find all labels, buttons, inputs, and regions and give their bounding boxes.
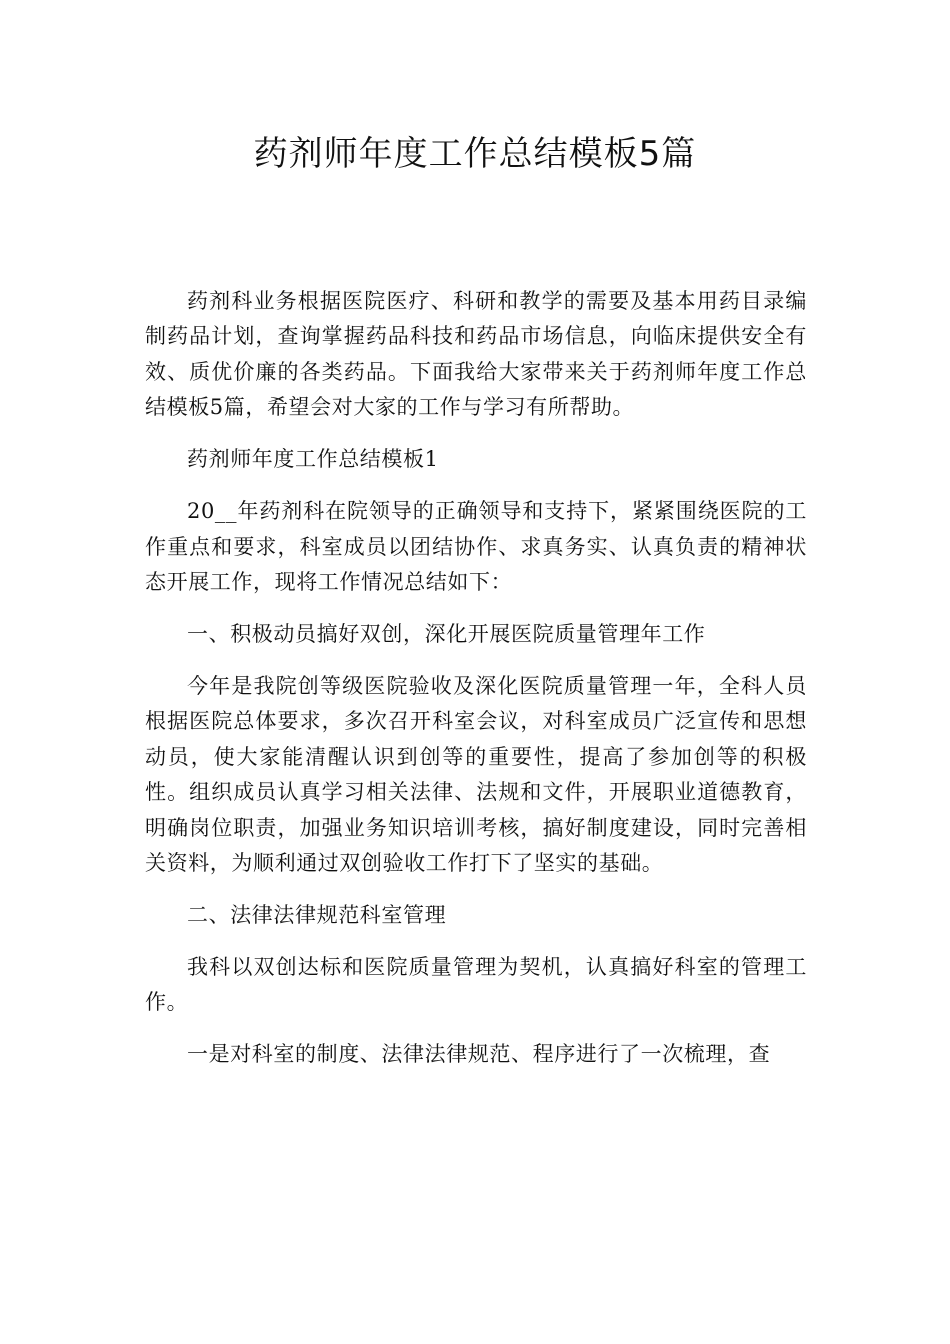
document-body [145,284,807,1089]
section-heading-2: 二、法律法律规范科室管理 [187,903,447,928]
paragraph-section-2-item-1: 一是对科室的制度、法律法律规范、程序进行了一次梳理，查 [187,1042,771,1067]
paragraph-overview: 20__年药剂科在院领导的正确领导和支持下，紧紧围绕医院的工作重点和要求，科室成员以团结协作、求真务实、认真负责的精神状态开展工作，现将工作情况总结如下： [145,499,807,595]
paragraph-section-1: 今年是我院创等级医院验收及深化医院质量管理一年，全科人员根据医院总体要求，多次召开科室会议，对科室成员广泛宣传和思想动员，使大家能清醒认识到创等的重要性，提高了参加创等的积极性。组织成员认真学习相关法律、法规和文件，开展职业道德教育，明确岗位职责，加强业务知识培训考核，搞好制度建设，同时完善相关资料，为顺利通过双创验收工作打下了坚实的基础。 [145,674,807,876]
section-heading-1: 一、积极动员搞好双创，深化开展医院质量管理年工作 [187,622,706,647]
document-title: 药剂师年度工作总结模板5篇 [253,134,697,174]
paragraph-section-2: 我科以双创达标和医院质量管理为契机，认真搞好科室的管理工作。 [145,955,807,1015]
section-heading-template-1: 药剂师年度工作总结模板1 [187,447,439,472]
intro-paragraph: 药剂科业务根据医院医疗、科研和教学的需要及基本用药目录编制药品计划，查询掌握药品科技和药品市场信息，向临床提供安全有效、质优价廉的各类药品。下面我给大家带来关于药剂师年度工作总结模板5篇，希望会对大家的工作与学习有所帮助。 [145,289,807,420]
